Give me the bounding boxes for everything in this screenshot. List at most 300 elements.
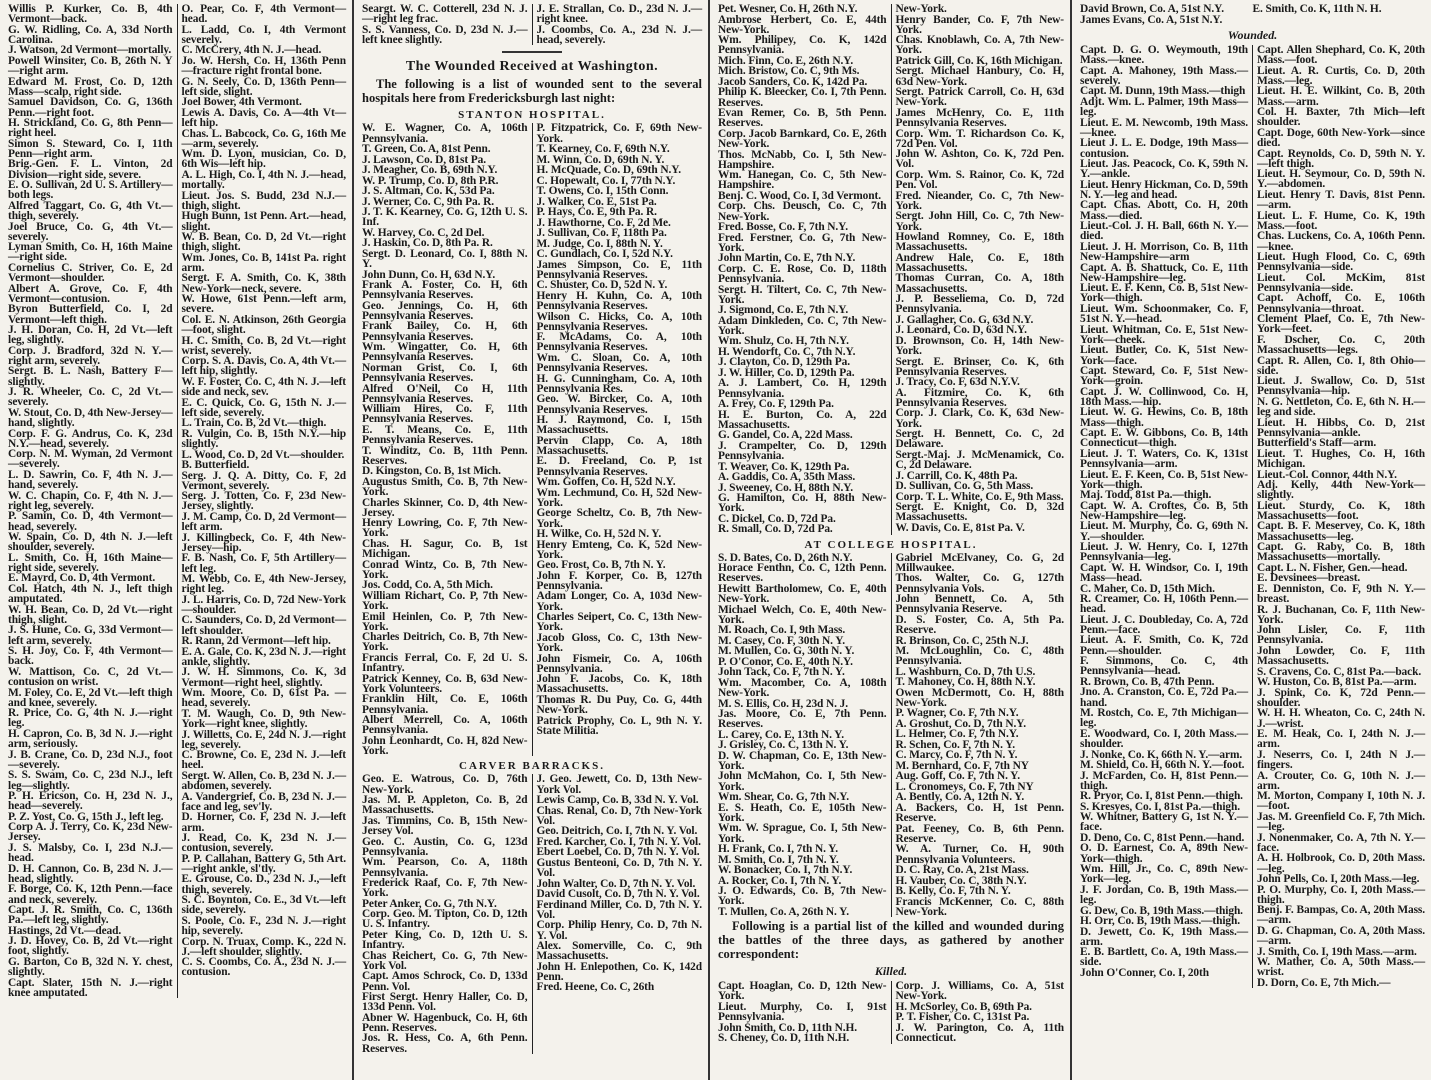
list-item: Jas. M. P. Appleton, Co. B, 2d Massachusetts. [362,794,528,817]
list-item: Owen McDermott, Co. H, 88th New-York. [895,686,1064,709]
list-item: Geo. C. Austin, Co. G, 123d Pennsylvania. [362,835,528,858]
list-item: Frank Bailey, Co. H, 6th Pennsylvania Reserves. [362,320,528,343]
article-title: The Wounded Received at Washington. [405,59,659,75]
list-item: J. M. Camp, Co. D, 2d Vermont—left arm. [181,510,346,534]
list-item: D. Dorn, Co. E, 7th Mich.— [1257,976,1391,989]
list-item: J. Carrill, Co. K, 48th Pa. [895,469,1018,482]
list-item: H. Orr, Co. B, 19th Mass.—thigh. [1080,915,1240,928]
list-item: Charles Skinner, Co. D, 4th New-Jersey. [362,496,528,519]
list-item: Edward M. Frost, Co. D, 12th Mass—scalp, right side. [8,75,173,98]
list-item: Evan Remer, Co. B, 5th Penn. Reserves. [718,107,887,130]
list-item: Lieut.-Col. J. H. Ball, 66th N. Y.—died. [1080,220,1248,243]
wounded-heading: Wounded. [1227,28,1278,42]
list-item: Sergt. E. Brinser, Co. K, 6th Pennsylvania Reserves. [895,355,1064,378]
list-item: Wm. Hill, Jr., Co. C, 89th New-York—leg. [1080,863,1248,886]
list-item: J. Watson, 2d Vermont—mortally. [8,44,172,57]
list-item: Lieut. W. G. Hewins, Co. B, 18th Mass—thigh. [1080,406,1248,429]
list-item: Hastings, 2d Vt.—dead. [8,924,122,937]
list-item: Fred. Karcher, Co. I, 7th N. Y. Vol. [536,835,701,848]
killed-list-continued [1080,4,1425,25]
list-item: W. A. Turner, Co. H, 90th Pennsylvania Volunteers. [895,843,1064,866]
list-left [718,4,892,535]
list-item: Lieut. E. M. Newcomb, 19th Mass.—knee. [1080,116,1248,139]
list-item: Benj. F. Bampas, Co. A, 20th Mass.—arm. [1257,904,1425,927]
list-item: M. Shield, Co. H, 66th N. Y.—foot. [1080,759,1245,771]
list-item: H. C. Smith, Co. B, 2d Vt.—right wrist, severely. [181,334,346,357]
list-item: Corp. C. E. Rose, Co. D, 118th Pennsylvania. [718,262,887,286]
column-3 [708,0,1070,1080]
list-item: J. Neserrs, Co. I, 24th N J.—fingers. [1257,748,1425,771]
list-item: Sergt. H. Tiltert, Co. C, 7th New-York. [718,283,887,306]
list-item: D. G. Chapman, Co. A, 20th Mass.—arm. [1257,924,1425,948]
list-item: W. Davis, Co. E, 81st Pa. V. [895,521,1025,534]
list-item: Emil Heinlen, Co. P, 7th New-York. [362,610,528,633]
list-item: Brig.-Gen. F. L. Vinton, 2d Division—right side, severe. [8,158,173,181]
divider [502,51,562,53]
list-item: E. Denniston, Co. F, 9th N. Y.—breast. [1257,582,1425,606]
list-item: Wm. Moore, Co. D, 61st Pa. —head, severely. [181,687,346,710]
list-item: E. Devsinees—breast. [1257,572,1361,585]
list-item: Sergt. W. Allen, Co. B, 23d N. J.—abdomen, severely. [181,769,346,793]
list-item: J. Meagher, Co. B, 69th N.Y. [362,164,498,177]
carver-barracks-list [362,774,702,1054]
list-item: O. Pear, Co. F, 4th Vermont—head. [181,3,346,26]
list-item: Abner W. Hagenbuck, Co. H, 6th Penn. Reserves. [362,1011,528,1034]
list-item: Cornelius C. Striver, Co. E, 2d Vermont—shoulder. [8,261,173,285]
list-item: W. Mather, Co. A, 50th Mass.—wrist. [1257,956,1425,979]
list-item: Augustus Smith, Co. B, 7th New-York. [362,475,528,499]
list-item: Capt. D. G. O. Weymouth, 19th Mass.—knee. [1080,44,1248,67]
list-item: A. Frey, Co. F, 129th Pa. [718,398,834,411]
list-item: Lieut. H. Seymour, Co. D, 59th N. Y.—abdomen. [1257,168,1425,191]
list-item: M. Casey, Co. F, 30th N. Y. [718,634,846,647]
list-item: L. Cronomeys, Co. F, 7th NY [895,780,1034,793]
list-right [1253,4,1426,25]
list-item: E. B. Bartlett, Co. A, 19th Mass.—side. [1080,946,1248,969]
list-item: Capt. J. W. Collinwood, Co. H, 18th Mass.—hip. [1080,385,1248,408]
list-item: W. C. Chapin, Co. F, 4th N. J.—right leg, severely. [8,489,173,512]
list-item: A. Fitzmire, Co. K, 6th Pennsylvania Reserves. [895,386,1064,409]
list-item: D. Jewett, Co. K, 19th Mass.—arm. [1080,925,1248,948]
list-item: A. Vandergrief, Co. B, 23d N. J.—face and leg, sev'ly. [181,790,346,813]
list-item: T. Mullen, Co. A, 26th N. Y. [718,905,849,918]
column-4 [1070,0,1431,1080]
casualty-list [8,4,346,998]
list-item: Mich. Finn, Co. E, 26th N.Y. [718,54,854,67]
list-item: C. Gundlach, Co. I, 52d N.Y. [536,248,673,261]
list-item: J. Coombs, Co. A., 23d N. J.—head, severely. [536,23,702,46]
list-item: Henry Emteng, Co. K, 52d New-York. [536,538,702,561]
list-right [892,4,1065,535]
list-item: T. Weaver, Co. K, 129th Pa. [718,460,850,473]
list-item: Sergt. E. Knight, Co. D, 32d Massachusetts. [895,501,1064,524]
list-item: John Walter, Co. D, 7th N. Y. Vol. [536,877,696,890]
list-right [178,4,347,998]
list-item: H. McSorley, Co. B, 69th Pa. [895,1000,1032,1013]
list-item: Chas. H. Sagur, Co. B, 1st Michigan. [362,537,528,561]
list-item: R. Vulgin, Co. B, 15th N.Y.—hip slightly. [181,427,346,451]
list-item: John Dunn, Co. H, 63d N.Y. [362,268,496,281]
list-item: Corp. J. Williams, Co. A, 51st New-York. [895,980,1064,1003]
list-item: R. Small, Co. D, 72d Pa. [718,523,833,536]
list-item: R. Pryor, Co. I, 81st Penn.—thigh. [1080,790,1243,803]
list-item: H. McQuade, Co. D, 69th N.Y. [536,164,682,177]
list-item: Capt. R. Allen, Co. I, 8th Ohio—side. [1257,354,1425,377]
list-item: S. H. Joy, Co. F, 4th Vermont—back. [8,645,173,668]
list-item: D. Horner, Co. F, 23d N. J.—left arm. [181,811,346,834]
list-item: Lieut. E. F. Keen, Co. B, 51st New-York—thigh. [1080,468,1248,491]
list-item: Gabriel McElvaney, Co. G, 2d Millwaukee. [895,551,1064,574]
list-item: L. Smith, Co. H, 16th Maine—right side, severely. [8,551,173,574]
list-item: John O'Conner, Co. I, 20th [1080,966,1209,979]
list-item: Lieut. J. W. Henry, Co. I, 127th Pennsylvania—leg. [1080,541,1248,564]
list-item: Sergt. John Hill, Co. C, 7th New-York. [895,210,1064,233]
list-item: Capt. Steward, Co. F, 51st New-York—groin. [1080,365,1248,388]
list-item: Capt. A. B. Shattuck, Co. E, 11th New-Hampshire—leg. [1080,261,1248,284]
list-item: E. Mayrd, Co. D, 4th Vermont. [8,572,156,585]
killed-heading: Killed. [874,964,908,979]
list-item: Lieut. T. Hughes, Co. H, 16th Michigan. [1257,447,1425,471]
wounded-list [1080,45,1425,988]
list-item: Michael Welch, Co. E, 40th New-York. [718,603,887,626]
list-item: H. G. Cunningham, Co. A, 10th Pennsylvania Res. [536,372,702,395]
list-item: P. Samin, Co. D, 4th Vermont—head, severely. [8,510,173,533]
list-item: Frank A. Foster, Co. H, 6th Pennsylvania Reserves. [362,279,528,302]
list-item: Capt. Allen Shephard, Co. K, 20th Mass.—foot. [1257,44,1425,67]
list-left [1080,4,1253,25]
list-item: John Leonhardt, Co. H, 82d New-York. [362,734,528,757]
list-item: J. L. Harris, Co. D, 72d New-York—shoulder. [181,593,346,616]
list-left [8,4,178,998]
list-item: Corp. N. M. Wyman, 2d Vermont—severely. [8,448,173,471]
list-item: Alfred Taggart, Co. G, 4th Vt.—thigh, severely. [8,199,173,223]
list-item: Adam Dinkleden, Co. C, 7th New-York. [718,314,887,337]
list-item: M. Winn, Co. D, 69th N. Y. [536,153,665,166]
list-item: Thos. Walter, Co. G, 127th Pennsylvania Vols. [895,572,1064,595]
list-item: Sergt. Michael Hanbury, Co. H, 63d New-York. [895,65,1064,88]
list-item: W. F. Foster, Co. C, 4th N. J.—left side and neck, sev. [181,375,346,399]
article-intro: The following is a list of wounded sent to the several hospitals here from Fredericksburgh last night: [362,77,702,106]
list-item: R. Creamer, Co. H, 106th Penn.—head. [1080,593,1248,616]
list-item: C. Browne, Co. E, 23d N. J.—left heel. [181,749,346,772]
list-item: Wm. Pearson, Co. A, 118th Pennsylvania. [362,856,528,879]
list-item: J. Lawson, Co. D, 81st Pa. [362,153,486,166]
list-item: Lieut. Murphy, Co. I, 91st Pennsylvania. [718,1000,887,1024]
list-item: D. S. Foster, Co. A, 5th Pa. Reserve. [895,613,1064,637]
list-item: Chas. Luckens, Co. A, 106th Penn.—knee. [1257,230,1425,253]
list-item: Lieut. Henry T. Davis, 81st Penn.—arm. [1257,188,1425,212]
list-item: M. Mullen, Co. G, 30th N. Y. [718,645,855,658]
list-item: A. H. Holbrook, Co. D, 20th Mass.—leg. [1257,852,1425,875]
list-item: C. Dickel, Co. D, 72d Pa. [718,512,836,525]
list-item: J. S. Altman, Co. K, 53d Pa. [362,185,495,198]
list-item: Wm. D. Lyon, musician, Co. D, 6th Wis—left hip. [181,148,346,171]
list-item: L. Wood, Co. D, 2d Vt.—shoulder. [181,448,345,461]
list-item: E. M. Heak, Co. I, 24th N. J.—arm. [1257,728,1425,751]
list-item: C. Saunders, Co. D, 2d Vermont—left shoulder. [181,614,346,637]
list-item: G. Dew, Co. B, 19th Mass.—thigh. [1080,904,1243,917]
list-item: Wm. Shear, Co. G, 7th N.Y. [718,791,850,804]
list-item: J. D. Hovey, Co. B, 2d Vt.—right foot, slightly. [8,935,173,958]
list-item: James Evans, Co. A, 51st N.Y. [1080,13,1223,26]
list-item: Ebert Loebel, Co. D, 7th N. Y. Vol. [536,846,700,859]
list-item: Capt. B. F. Meservey, Co. K, 18th Massachusetts—leg. [1257,520,1425,543]
casualty-list-top [362,4,702,45]
list-item: R. Brown, Co. B, 47th Penn. [1080,675,1215,688]
list-item: J. Spink, Co. K, 72d Penn.—shoulder. [1257,686,1425,709]
list-item: J. Sweeney, Co. H, 88th N.Y. [718,481,854,494]
list-item: Corp. F. G. Andrus, Co. K, 23d N.Y.—head, severely. [8,427,173,450]
list-item: J. O. Edwards, Co. B, 7th New-York. [718,885,887,908]
list-item: A. Groshut, Co. D, 7th N.Y. [895,717,1027,730]
list-item: A. Backers, Co. H, 1st Penn. Reserve. [895,801,1064,825]
list-item: John F. Jacobs, Co. K, 18th Massachusetts. [536,673,702,696]
list-item: C. Hopewalt, Co. I, 77th N.Y. [536,174,676,187]
list-item: Corp. Wm. S. Rainor, Co. K, 72d Pen. Vol. [895,168,1064,192]
list-item: J. W. Hiller, Co. D, 129th Pa. [718,366,855,379]
list-item: J. Werner, Co. C, 9th Pa. R. [362,195,494,208]
list-item: Corp. Jacob Barnkard, Co. E, 26th New-York. [718,127,887,151]
list-item: Patrick Kenney, Co. B, 63d New-York Volunteers. [362,672,528,695]
list-item: Lieut. Whitman, Co. E, 51st New-York—cheek. [1080,323,1248,346]
list-item: H. Capron, Co. B, 3d N. J.—right arm, seriously. [8,727,173,751]
list-item: John W. Ashton, Co. K, 72d Pen. Vol. [895,148,1064,171]
list-item: Lieut. J. T. Waters, Co. K, 131st Pennsylvania—arm. [1080,447,1248,471]
list-item: L. D. Sawrin, Co. F, 4th N. J.—hand, severely. [8,468,173,492]
list-item: E. Smith, Co. K, 11th N. H. [1252,3,1382,15]
list-item: C. Marcy, Co. F, 7th N. Y. [895,749,1018,762]
list-item: B. Butterfield. [181,459,250,472]
list-item: P. P. Callahan, Battery G, 5th Art.—right ankle, sl'tly. [181,852,346,875]
list-item: Adam Longer, Co. A, 103d New-York. [536,590,702,613]
list-item: T. Owens, Co. I, 15th Conn. [536,185,669,198]
list-item: Geo. Jennings, Co. H, 6th Pennsylvania Reserves. [362,299,528,322]
list-item: M. Bernhard, Co. F, 7th NY [895,759,1029,772]
list-item: Jos. Codd, Co. A, 5th Mich. [362,579,493,592]
list-item: Serg. J. Q. A. Ditty, Co. F, 2d Vermont, severely. [181,469,346,492]
list-item: W. Howe, 61st Penn.—left arm, severe. [181,293,346,316]
list-item: Sergt. D. Leonard, Co. I, 88th N. Y. [362,247,528,271]
list-item: John Bennett, Co. A, 5th Pennsylvania Reserve. [895,593,1064,616]
list-item: Conrad Wintz, Co. B, 7th New-York. [362,558,528,581]
list-item: A. Bently, Co. A, 12th N. Y. [895,791,1025,804]
list-item: Capt. J. R. Smith, Co. C, 136th Pa.—left leg, slightly. [8,904,173,927]
list-item: Charles Seipert, Co. C, 13th New-York. [536,611,702,634]
list-item: T. Winditz, Co. B, 11th Penn. Reserves. [362,444,528,467]
list-item: Charles Deitrich, Co. B, 7th New-York. [362,631,528,654]
list-item: G. Gandel, Co. A, 22d Mass. [718,429,853,442]
list-item: Lieut J. L. E. Dodge, 19th Mass—contusion. [1080,137,1248,160]
list-item: Col. Hatch, 4th N. J., left thigh amputated. [8,582,173,606]
list-item: J. W. H. Simmons, Co. K, 3d Vermont—right heel, slightly. [181,666,346,689]
list-item: E. D. Freeland, Co. P, 1st Pennsylvania Reserves. [536,455,702,478]
list-item: Serg. J. Totten, Co. F, 23d New-Jersey, slightly. [181,490,346,513]
list-item: Patrick Prophy, Co. L, 9th N. Y. State Militia. [536,714,702,737]
list-item: P. T. Fisher, Co. C, 131st Pa. [895,1011,1030,1024]
list-left [362,774,533,1054]
list-item: Simon S. Steward, Co. I, 11th Penn—right arm. [8,137,173,160]
list-item: John Lisler, Co. F, 11th Pennsylvania. [1257,624,1425,647]
list-item: J. Nonenmaker, Co. A, 7th N. Y.—face. [1257,831,1425,854]
list-item: Sergt. H. Bennett, Co. C, 2d Delaware. [895,428,1064,451]
list-item: O. D. Earnest, Co. A, 89th New-York—thigh. [1080,842,1248,865]
list-item: Lieut.-Col. Connor, 44th N.Y. [1257,468,1397,481]
list-item: W. Mattison, Co. C, 2d Vt.—contusion on wrist. [8,665,173,688]
list-item: John Tack, Co. F, 7th N. Y. [718,666,845,679]
list-item: Sergt.-Maj. J. McMenamick, Co. C, 2d Delaware. [895,448,1064,472]
list-item: J. Willetts, Co. E, 24d N. J.—right leg, severely. [181,728,346,751]
list-item: S. C. Boynton, Co. E., 3d Vt.—left side, severely. [181,894,346,917]
list-item: T. Kearney, Co. F, 69th N.Y. [536,143,670,156]
list-item: Lieut. Hugh Flood, Co. C, 69th Pennsylvania—side. [1257,251,1425,274]
list-item: Lieut. Wm. Schoonmaker, Co. F, 51st N. Y.—head. [1080,302,1248,326]
list-item: Chas Reichert, Co. G, 7th New-York Vol. [362,949,528,972]
list-item: A. J. Lambert, Co. H, 129th Pennsylvania. [718,377,887,400]
section-heading-stanton: STANTON HOSPITAL. [458,109,606,122]
list-item: Lieut. H. E. Wilkint, Co. B, 20th Mass.—arm. [1257,85,1425,108]
list-item: M. S. Ellis, Co. H, 23d N. J. [718,697,849,710]
list-item: R. Price, Co. G, 4th N. J.—right leg. [8,707,173,730]
list-left [362,123,533,756]
list-item: J. Grisley, Co. C, 13th N. Y. [718,739,849,752]
list-right [892,553,1065,918]
list-item: Lieut. J. H. Morrison, Co. B, 11th New-Hampshire—arm [1080,240,1248,264]
list-item: S. Cheney, Co. D, 11th N.H. [718,1032,850,1045]
list-item: Joel Bruce, Co. G, 4th Vt.—severely. [8,220,173,243]
list-item: N. G. Nettleton, Co. E, 6th N. H.—leg and side. [1257,395,1425,419]
list-item: W. H. Bean, Co. D, 2d Vt.—right thigh, slight. [8,603,173,626]
list-item: F. McAdams, Co. A, 10th Pennsylvania Reserves. [536,331,702,354]
list-item: W. Huston, Co. B, 81st Pa.—arm. [1257,676,1417,689]
list-item: D. Deno, Co. C, 81st Penn.—hand. [1080,831,1245,844]
list-item: Norman Grist, Co. I, 6th Pennsylvania Reserves. [362,361,528,385]
list-item: D. C. Ray, Co. A, 21st Mass. [895,864,1029,877]
list-item: H. Frank, Co. I, 7th N. Y. [718,843,838,856]
list-item: Fred. Heene, Co. C, 26th [536,981,655,994]
list-item: J. P. Besseliema, Co. D, 72d Pennsylvania. [895,293,1064,316]
list-item: Joel Bower, 4th Vermont. [181,96,302,109]
list-item: Lieut. Jos. S. Budd, 23d N.J.—thigh, slight. [181,189,346,212]
list-item: Capt. E. W. Gibbons, Co. B, 14th Connecticut—thigh. [1080,427,1248,450]
list-item: W. P. Trump, Co. D, 8th P.R. [362,174,499,187]
list-item: Wm. Wingatter, Co. H, 6th Pennsylvania Reserves. [362,341,528,364]
column-2 [352,0,708,1080]
list-item: John Smith, Co. D, 11th N.H. [718,1021,857,1034]
list-item: Mich. Bristow, Co. C, 9th Ms. [718,65,860,78]
list-item: J. McFarden, Co. H, 81st Penn.—thigh. [1080,769,1248,792]
list-item: J. Read, Co. K, 23d N. J.—contusion, severely. [181,832,346,855]
list-item: S. S. Vanness, Co. D, 23d N. J.—left knee slightly. [362,23,528,46]
list-item: Capt. W. H. Windsor, Co. I, 19th Mass—head. [1080,561,1248,585]
list-item: Wm. Hanegan, Co. C, 5th New-Hampshire. [718,169,887,192]
list-item: Jno. A. Cranston, Co. E, 72d Pa.—hand. [1080,686,1248,709]
list-right [533,4,703,45]
list-item: G. Barton, Co B, 32d N. Y. chest, slightly. [8,955,173,979]
list-item: J. Smith, Co. I, 19th Mass.—arm. [1257,945,1417,958]
list-item: J. E. Strallan, Co. D., 23d N. J.—right knee. [536,3,702,26]
list-item: Ferdinand Miller, Co. D, 7th N. Y. Vol. [536,898,702,921]
list-item: T. M. Waugh, Co. D, 9th New-York—right knee, slightly. [181,707,346,730]
list-item: Thomas R. Du Puy, Co. G, 44th New-York. [536,693,702,717]
list-right [892,981,1065,1043]
list-item: John F. Korper, Co. B, 127th Pennsylvania. [536,569,702,592]
list-item: H. Strickland, Co. G, 8th Penn—right heel. [8,117,173,140]
list-item: J. Haskin, Co. D, 8th Pa. R. [362,237,493,250]
list-item: Jos. R. Hess, Co. A, 6th Penn. Reserves. [362,1032,528,1055]
list-left [718,553,892,918]
list-item: Henry Lowring, Co. F, 7th New-York. [362,517,528,540]
list-item: Geo. Deitrich, Co. I, 7th N. Y. Vol. [536,825,698,838]
list-item: Francis McKenner, Co. C, 88th New-York. [895,895,1064,918]
list-item: M. Webb, Co. E, 4th New-Jersey, right leg. [181,573,346,596]
list-item: E. A. Gale, Co. K, 23d N. J.—right ankle, slightly. [181,645,346,668]
list-item: J. W. Parington, Co. A, 11th Connecticut. [895,1021,1064,1045]
list-item: Sergt. Patrick Carroll, Co. H, 63d New-York. [895,86,1064,109]
list-item: P. Z. Yost, Co. G, 15th J., left leg. [8,810,164,823]
list-item: G. W. Ridling, Co. A, 33d North Carolina. [8,23,173,46]
list-item: J. S. Malsby, Co. I, 23d N.J.—head. [8,841,173,865]
list-item: Powell Winsiter, Co. B, 26th N. Y—right arm. [8,54,173,78]
list-item: J. H. Doran, Co. H, 2d Vt.—left leg, slightly. [8,324,173,347]
list-item: J. Walker, Co. E, 51st Pa. [536,195,657,208]
list-item: Corp. Wm. T. Richardson Co. K, 72d Pen. Vol. [895,127,1064,150]
list-item: Hewitt Bartholomew, Co. E, 40th New-York. [718,582,887,606]
list-item: Corp. J. Bradford, 32d N. Y.—right arm, severely. [8,344,173,367]
list-item: D. Brownson, Co. H, 14th New-York. [895,334,1064,358]
list-item: H. J. Raymond, Co. I, 15th Massachusetts. [536,414,702,437]
list-item: D. W. Chapman, Co. E, 13th New-York. [718,749,887,772]
list-item: J. Tracy, Co. F, 63d N.Y.V. [895,376,1020,389]
list-item: Corp A. J. Terry, Co. K, 23d New-Jersey. [8,821,173,844]
list-item: Capt. W. A. Croftes, Co. B, 5th New-Hampshire—leg. [1080,499,1248,522]
list-item: G. Hamilton, Co. H, 88th New-York. [718,492,887,515]
list-item: Adj. Kelly, 44th New-York—slightly. [1257,479,1425,502]
list-item: W. E. Wagner, Co. A, 106th Pennsylvania. [362,122,528,145]
list-item: Henry Bander, Co. F, 7th New-York. [895,13,1064,36]
list-item: John H. Enlepothen, Co. K, 142d Penn. [536,960,702,983]
list-item: Howland Romney, Co. E, 18th Massachusetts. [895,231,1064,254]
list-item: Fred. Bosse, Co. F, 7th N.Y. [718,221,848,234]
list-item: P. Wagner, Co. F, 7th N.Y. [895,707,1019,720]
list-item: S. Poole, Co. F., 23d N. J.—right hip, severely. [181,914,346,938]
list-left [718,981,892,1043]
list-item: Capt. Slater, 15th N. J.—right knee amputated. [8,976,173,999]
list-item: A. Crouter, Co. G, 10th N. J.—arm. [1257,769,1425,792]
list-item: J. B. Crane, Co. D, 23d N.J., foot—severely. [8,748,173,771]
list-item: Byron Butterfield, Co. I, 2d Vermont—left thigh. [8,303,173,326]
list-item: Capt. Hoaglan, Co. D, 12th New-York. [718,980,887,1003]
list-item: Alex. Somerville, Co. C, 9th Massachusetts. [536,940,702,963]
list-item: Lieut. Sturdy, Co. K, 18th Massachusetts—foot. [1257,499,1425,522]
list-item: Pat. Feeney, Co. B, 6th Penn. Reserve. [895,822,1064,845]
list-item: Lieut. J. Swallow, Co. D, 51st Pennsylvania—hip. [1257,375,1425,398]
list-item: Wm. C. Sloan, Co. A, 10th Pennsylvania Reserves. [536,351,702,375]
list-item: Wm. Shulz, Co. H, 7th N.Y. [718,335,849,348]
list-item: L. Helmer, Co. F, 7th N.Y. [895,728,1019,741]
list-item: D. Sullivan, Co. G, 5th Mass. [895,480,1034,493]
list-left [1080,45,1253,988]
list-item: Fred. Ferstner, Co. G, 7th New-York. [718,231,887,254]
list-item: P. O'Conor, Co. E, 40th N.Y. [718,655,853,668]
list-item: William Hires, Co. F, 11th Pennsylvania Reserves. [362,403,528,426]
list-item: J. Nonke, Co. K, 66th N. Y.—arm. [1080,748,1243,761]
list-item: H. Wilke, Co. H, 52d N. Y. [536,528,662,541]
list-item: Lieut. M. Murphy, Co. G, 69th N. Y.—shoulder. [1080,520,1248,543]
list-item: Col. H. Baxter, 7th Mich—left shoulder. [1257,106,1425,129]
list-item: E. O. Sullivan, 2d U. S. Artillery—both legs. [8,179,173,202]
list-item: J. T. K. Kearney, Co. G, 12th U. S. Inf. [362,206,528,229]
list-item: Wm. W. Sprague, Co. I, 5th New-York. [718,822,887,845]
